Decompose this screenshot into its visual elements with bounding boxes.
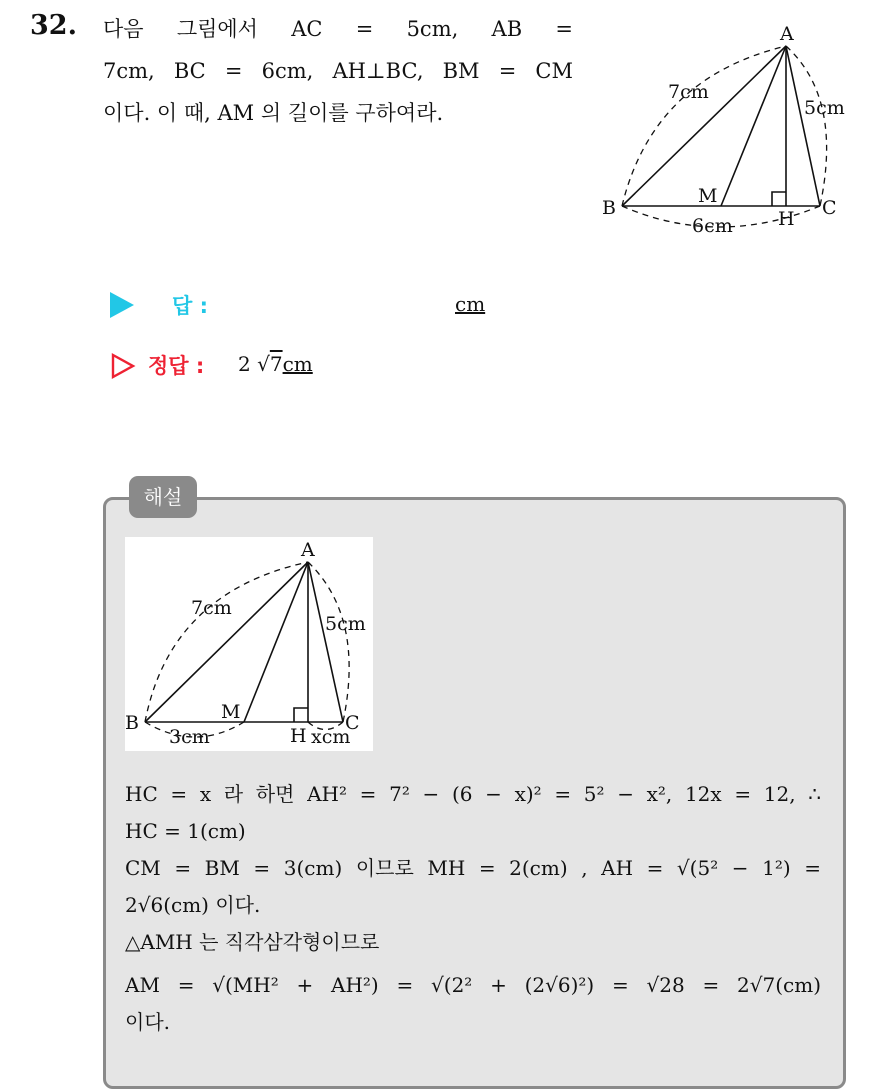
play-arrow-icon xyxy=(110,292,134,318)
fig2-length-bm: 3cm xyxy=(169,726,210,748)
correct-coefficient: 2 xyxy=(238,352,251,376)
solution-line-4: 2√6(cm) 이다. xyxy=(125,893,261,917)
question-line-3: 이다. 이 때, AM 의 길이를 구하여라. xyxy=(103,101,444,125)
question-line-2: 7cm, BC = 6cm, AH⊥BC, BM = CM xyxy=(103,59,573,83)
correct-unit: cm xyxy=(282,352,313,376)
fig2-label-a: A xyxy=(301,539,315,561)
question-line-1: 다음 그림에서 AC = 5cm, AB = xyxy=(103,17,573,41)
fig2-label-m: M xyxy=(221,701,241,723)
question-number: 32. xyxy=(30,10,77,41)
correct-radicand: 7 xyxy=(269,352,283,376)
solution-line-3: CM = BM = 3(cm) 이므로 MH = 2(cm) , AH = √(5² − 1²) = xyxy=(125,856,821,880)
fig2-length-ac: 5cm xyxy=(325,613,366,635)
fig2-label-c: C xyxy=(345,712,360,734)
fig1-length-ac: 5cm xyxy=(804,97,845,119)
solution-line-1: HC = x 라 하면 AH² = 7² − (6 − x)² = 5² − x², 12x = 12, ∴ xyxy=(125,782,821,806)
solution-line-6: AM = √(MH² + AH²) = √(2² + (2√6)²) = √28 = 2√7(cm) xyxy=(125,973,821,997)
fig1-label-h: H xyxy=(778,208,795,230)
fig2-label-h: H xyxy=(290,725,307,747)
solution-line-2: HC = 1(cm) xyxy=(125,819,246,843)
fig1-label-c: C xyxy=(822,197,837,219)
solution-line-5: △AMH 는 직각삼각형이므로 xyxy=(125,930,380,954)
fig1-label-b: B xyxy=(602,197,616,219)
outline-arrow-icon xyxy=(110,352,136,380)
fig1-label-a: A xyxy=(780,23,794,45)
fig2-length-ab: 7cm xyxy=(191,597,232,619)
solution-tag: 해설 xyxy=(129,476,197,518)
fig2-length-hc: xcm xyxy=(311,726,351,748)
fig1-length-ab: 7cm xyxy=(668,81,709,103)
correct-label: 정답 : xyxy=(148,354,205,378)
question-text xyxy=(103,8,573,134)
correct-answer-row xyxy=(110,348,510,388)
solution-figure xyxy=(125,537,373,751)
answer-label: 답 : xyxy=(172,294,208,318)
answer-unit: cm xyxy=(455,292,486,316)
correct-value: 2 √7cm xyxy=(238,352,313,376)
answer-row xyxy=(110,288,510,328)
question-figure xyxy=(598,18,858,248)
solution-text xyxy=(125,776,821,1041)
fig1-label-m: M xyxy=(698,185,718,207)
fig2-label-b: B xyxy=(125,712,139,734)
fig1-length-bc: 6cm xyxy=(692,215,733,237)
solution-line-7: 이다. xyxy=(125,1010,170,1034)
